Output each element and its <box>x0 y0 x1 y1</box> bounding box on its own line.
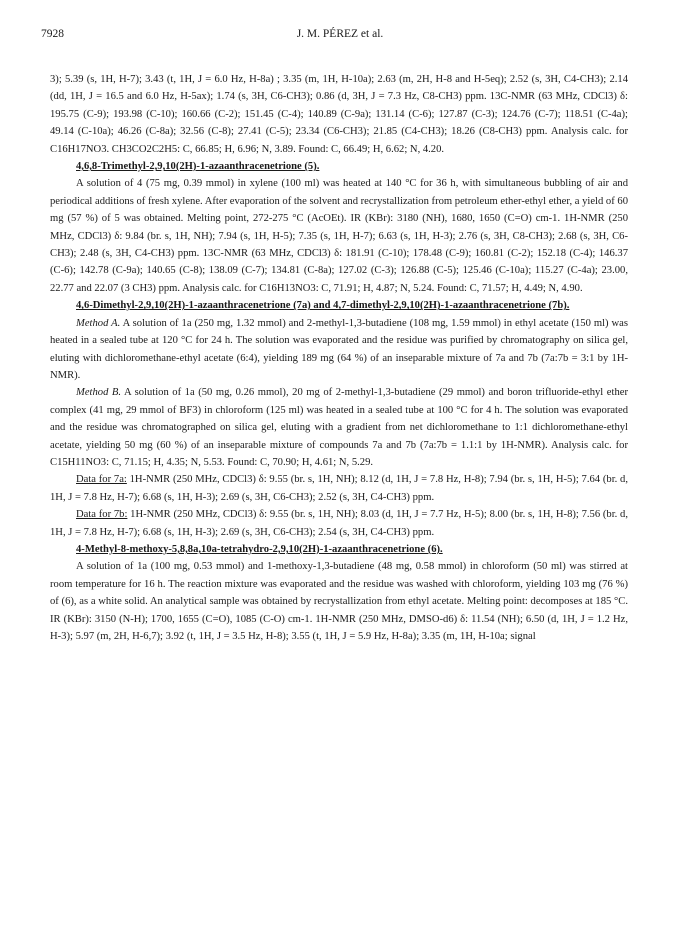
paragraph-text: 1H-NMR (250 MHz, CDCl3) δ: 9.55 (br. s, 1H, NH); 8.03 (d, 1H, J = 7.7 Hz, H-5); 8.00 (br. s, 1H, H-8); 7.56 (br. d, 1H, J = 7.8 Hz, H-7); 6.68 (s, 1H, H-3); 2.69 (s, 3H, C6-CH3); 2.54 (s, 3H, C4-CH3) ppm. <box>50 509 628 538</box>
compound-heading: 4,6-Dimethyl-2,9,10(2H)-1-azaanthracenetrione (7a) and 4,7-dimethyl-2,9,10(2H)-1-azaanthracenetrione (7b). <box>76 300 570 312</box>
running-title: J. M. PÉREZ et al. <box>296 28 384 40</box>
body-paragraph <box>50 315 628 385</box>
paragraph-label: Data for 7a: <box>76 474 127 486</box>
compound-heading: 4-Methyl-8-methoxy-5,8,8a,10a-tetrahydro-2,9,10(2H)-1-azaanthracenetrione (6). <box>76 543 443 555</box>
paragraph-label: Method B. <box>76 387 122 399</box>
paragraph-text: A solution of 1a (50 mg, 0.26 mmol), 20 mg of 2-methyl-1,3-butadiene (29 mmol) and boron trifluoride-ethyl ether complex (41 mg, 29 mmol of BF3) in chloroform (125 ml) was heated in a sealed tube at 100 °C for 4 h. The solution was evaporated and the residue was chromatographed on silica gel, eluting with a gradient from net dichloromethane to 1:1 dichloromethane-ethyl acetate, yielding 50 mg (60 %) of an inseparable mixture of compounds 7a and 7b (7a:7b = 1.1:1 by 1H-NMR). Analysis calc. for C15H11NO3: C, 71.15; H, 4.35; N, 5.53. Found: C, 70.90; H, 4.61; N, 5.29. <box>50 387 628 468</box>
body-paragraph <box>50 471 628 506</box>
compound-heading: 4,6,8-Trimethyl-2,9,10(2H)-1-azaanthracenetrione (5). <box>76 161 320 173</box>
page-number: 7928 <box>41 28 64 40</box>
body-paragraph <box>50 175 628 297</box>
paragraph-label: Data for 7b: <box>76 509 128 521</box>
body-paragraph <box>50 384 628 471</box>
body-paragraph <box>50 558 628 645</box>
body-paragraph <box>50 506 628 541</box>
body-paragraph <box>50 71 628 158</box>
paragraph-text: A solution of 4 (75 mg, 0.39 mmol) in xylene (100 ml) was heated at 140 °C for 36 h, with simultaneous bubbling of air and periodical additions of fresh xylene. After evaporation of the solvent and recrystallization from petroleum ether-ethyl ether, a yield of 60 mg (57 %) of 5 was obtained. Melting point, 272-275 °C (AcOEt). IR (KBr): 3180 (NH), 1680, 1650 (C=O) cm-1. 1H-NMR (250 MHz, CDCl3) δ: 9.84 (br. s, 1H, NH); 7.94 (s, 1H, H-5); 7.35 (s, 1H, H-7); 6.63 (s, 1H, H-3); 2.76 (s, 3H, C8-CH3); 2.68 (s, 3H, C6-CH3); 2.48 (s, 3H, C4-CH3) ppm. 13C-NMR (63 MHz, CDCl3) δ: 181.91 (C-10); 178.48 (C-9); 160.81 (C-2); 152.18 (C-4); 146.37 (C-6); 142.78 (C-9a); 140.65 (C-8); 138.09 (C-7); 134.81 (C-8a); 127.02 (C-3); 126.88 (C-5); 125.46 (C-10a); 115.27 (C-4a); 23.00, 22.77 and 22.07 (3 CH3) ppm. Analysis calc. for C16H13NO3: C, 71.91; H, 4.87; N, 5.24. Found: C, 71.57; H, 4.49; N, 4.90. <box>50 178 628 294</box>
paragraph-text: A solution of 1a (100 mg, 0.53 mmol) and 1-methoxy-1,3-butadiene (48 mg, 0.58 mmol) in chloroform (50 ml) was stirred at room temperature for 16 h. The reaction mixture was evaporated and the residue was washed with chloroform, yielding 103 mg (76 %) of (6), as a white solid. An analytical sample was obtained by recrystallization from ethyl acetate. Melting point: decomposes at 185 °C. IR (KBr): 3150 (N-H); 1700, 1655 (C=O), 1085 (C-O) cm-1. 1H-NMR (250 MHz, DMSO-d6) δ: 11.54 (NH); 6.50 (d, 1H, J = 1.2 Hz, H-3); 5.97 (m, 2H, H-6,7); 3.92 (t, 1H, J = 3.5 Hz, H-8); 3.55 (t, 1H, J = 5.9 Hz, H-8a); 3.35 (m, 1H, H-10a; signal <box>50 561 628 642</box>
paragraph-text: 3); 5.39 (s, 1H, H-7); 3.43 (t, 1H, J = 6.0 Hz, H-8a) ; 3.35 (m, 1H, H-10a); 2.63 (m, 2H, H-8 and H-5eq); 2.52 (s, 3H, C4-CH3); 2.14 (dd, 1H, J = 16.5 and 6.0 Hz, H-5ax); 1.74 (s, 3H, C6-CH3); 0.86 (d, 3H, J = 7.3 Hz, C8-CH3) ppm. 13C-NMR (63 MHz, CDCl3) δ: 195.75 (C-9); 193.98 (C-10); 160.66 (C-2); 151.45 (C-4); 140.89 (C-9a); 131.14 (C-6); 127.87 (C-3); 124.76 (C-7); 118.51 (C-4a); 49.14 (C-10a); 46.26 (C-8a); 32.56 (C-8); 27.41 (C-5); 23.34 (C6-CH3); 21.85 (C4-CH3); 18.26 (C8-CH3) ppm. Analysis calc. for C16H17NO3. CH3CO2C2H5: C, 66.85; H, 6.96; N, 3.89. Found: C, 66.49; H, 6.62; N, 4.20. <box>50 74 628 155</box>
article-body <box>50 71 628 645</box>
page-header <box>0 28 680 46</box>
paragraph-text: 1H-NMR (250 MHz, CDCl3) δ: 9.55 (br. s, 1H, NH); 8.12 (d, 1H, J = 7.8 Hz, H-8); 7.94 (br. s, 1H, H-5); 7.64 (br. d, 1H, J = 7.8 Hz, H-7); 6.68 (s, 1H, H-3); 2.69 (s, 3H, C6-CH3); 2.52 (s, 3H, C4-CH3) ppm. <box>50 474 628 503</box>
paragraph-text: A solution of 1a (250 mg, 1.32 mmol) and 2-methyl-1,3-butadiene (108 mg, 1.59 mmol) in ethyl acetate (150 ml) was heated in a sealed tube at 120 °C for 24 h. The solution was evaporated and the residue was purified by chromatography on silica gel, eluting with dichloromethane-ethyl acetate (6:4), yielding 189 mg (64 %) of an inseparable mixture of 7a and 7b (7a:7b = 3:1 by 1H-NMR). <box>50 317 628 381</box>
paragraph-label: Method A. <box>76 317 121 329</box>
